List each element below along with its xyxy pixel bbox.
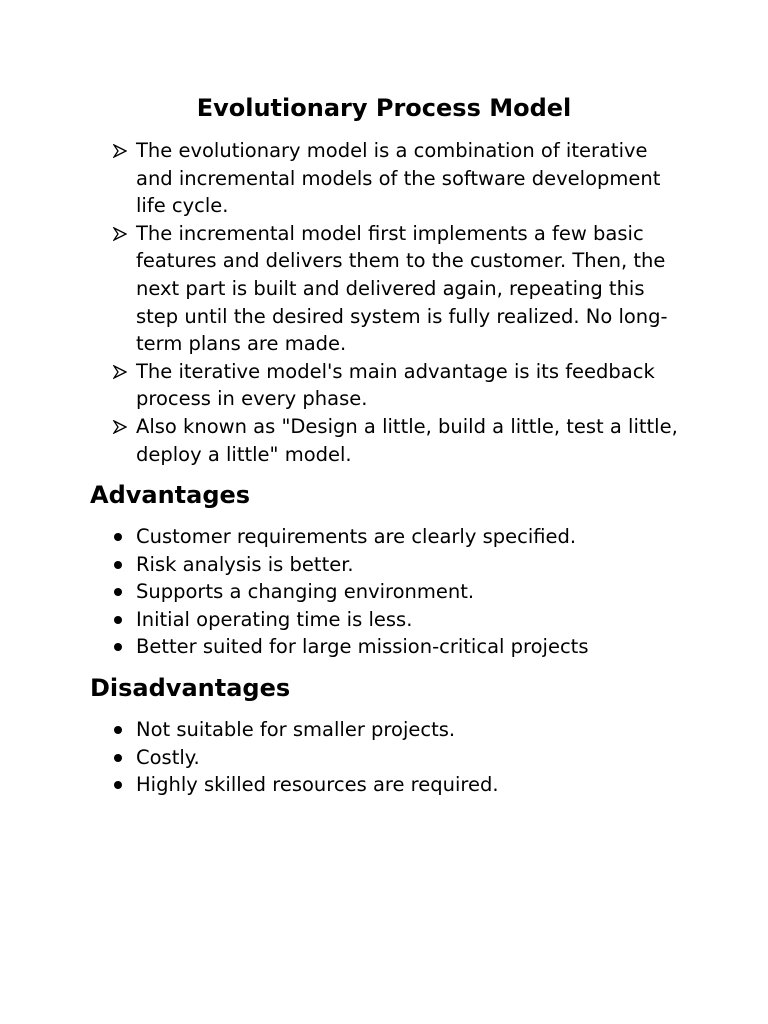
list-item bbox=[110, 358, 690, 413]
list-item bbox=[110, 578, 690, 606]
arrow-bullet-icon bbox=[113, 420, 127, 434]
arrow-bullet-icon bbox=[113, 227, 127, 241]
list-item-text: Initial operating time is less. bbox=[136, 607, 413, 631]
arrow-bullet-icon bbox=[113, 365, 127, 379]
bullet-dot-icon bbox=[114, 781, 122, 789]
page-title: Evolutionary Process Model bbox=[196, 94, 572, 122]
bullet-dot-icon bbox=[114, 588, 122, 596]
list-item-text: The incremental model first implements a few basic features and delivers them to the customer. Then, the next part is built and delivered again, repeating this step until the desired system is fully realized. No long-term plans are made. bbox=[136, 221, 668, 356]
bullet-dot-icon bbox=[114, 726, 122, 734]
advantages-list bbox=[110, 523, 690, 661]
list-item bbox=[110, 633, 690, 661]
list-item-text: Supports a changing environment. bbox=[136, 580, 475, 604]
bullet-dot-icon bbox=[114, 754, 122, 762]
bullet-dot-icon bbox=[114, 533, 122, 541]
advantages-heading: Advantages bbox=[90, 481, 251, 509]
list-item-text: The evolutionary model is a combination of iterative and incremental models of the software development life cycle. bbox=[136, 139, 661, 218]
list-item bbox=[110, 523, 690, 551]
list-item bbox=[110, 771, 690, 799]
list-item bbox=[110, 413, 690, 468]
disadvantages-heading: Disadvantages bbox=[90, 674, 291, 702]
list-item-text: Also known as "Design a little, build a little, test a little, deploy a little" model. bbox=[136, 414, 678, 466]
list-item bbox=[110, 551, 690, 579]
list-item-text: Not suitable for smaller projects. bbox=[136, 718, 456, 741]
bullet-dot-icon bbox=[114, 643, 122, 651]
arrow-bullet-icon bbox=[113, 144, 127, 158]
intro-list bbox=[110, 137, 690, 468]
list-item-text: Customer requirements are clearly specified. bbox=[136, 525, 577, 548]
list-item-text: Costly. bbox=[136, 745, 200, 769]
list-item bbox=[110, 716, 690, 744]
list-item-text: The iterative model's main advantage is its feedback process in every phase. bbox=[136, 359, 655, 411]
list-item bbox=[110, 744, 690, 772]
list-item bbox=[110, 137, 690, 220]
disadvantages-list bbox=[110, 716, 690, 799]
bullet-dot-icon bbox=[114, 616, 122, 624]
list-item bbox=[110, 606, 690, 634]
bullet-dot-icon bbox=[114, 561, 122, 569]
list-item-text: Highly skilled resources are required. bbox=[136, 773, 499, 797]
list-item-text: Better suited for large mission-critical projects bbox=[136, 635, 589, 659]
list-item bbox=[110, 220, 690, 358]
list-item-text: Risk analysis is better. bbox=[136, 552, 354, 576]
